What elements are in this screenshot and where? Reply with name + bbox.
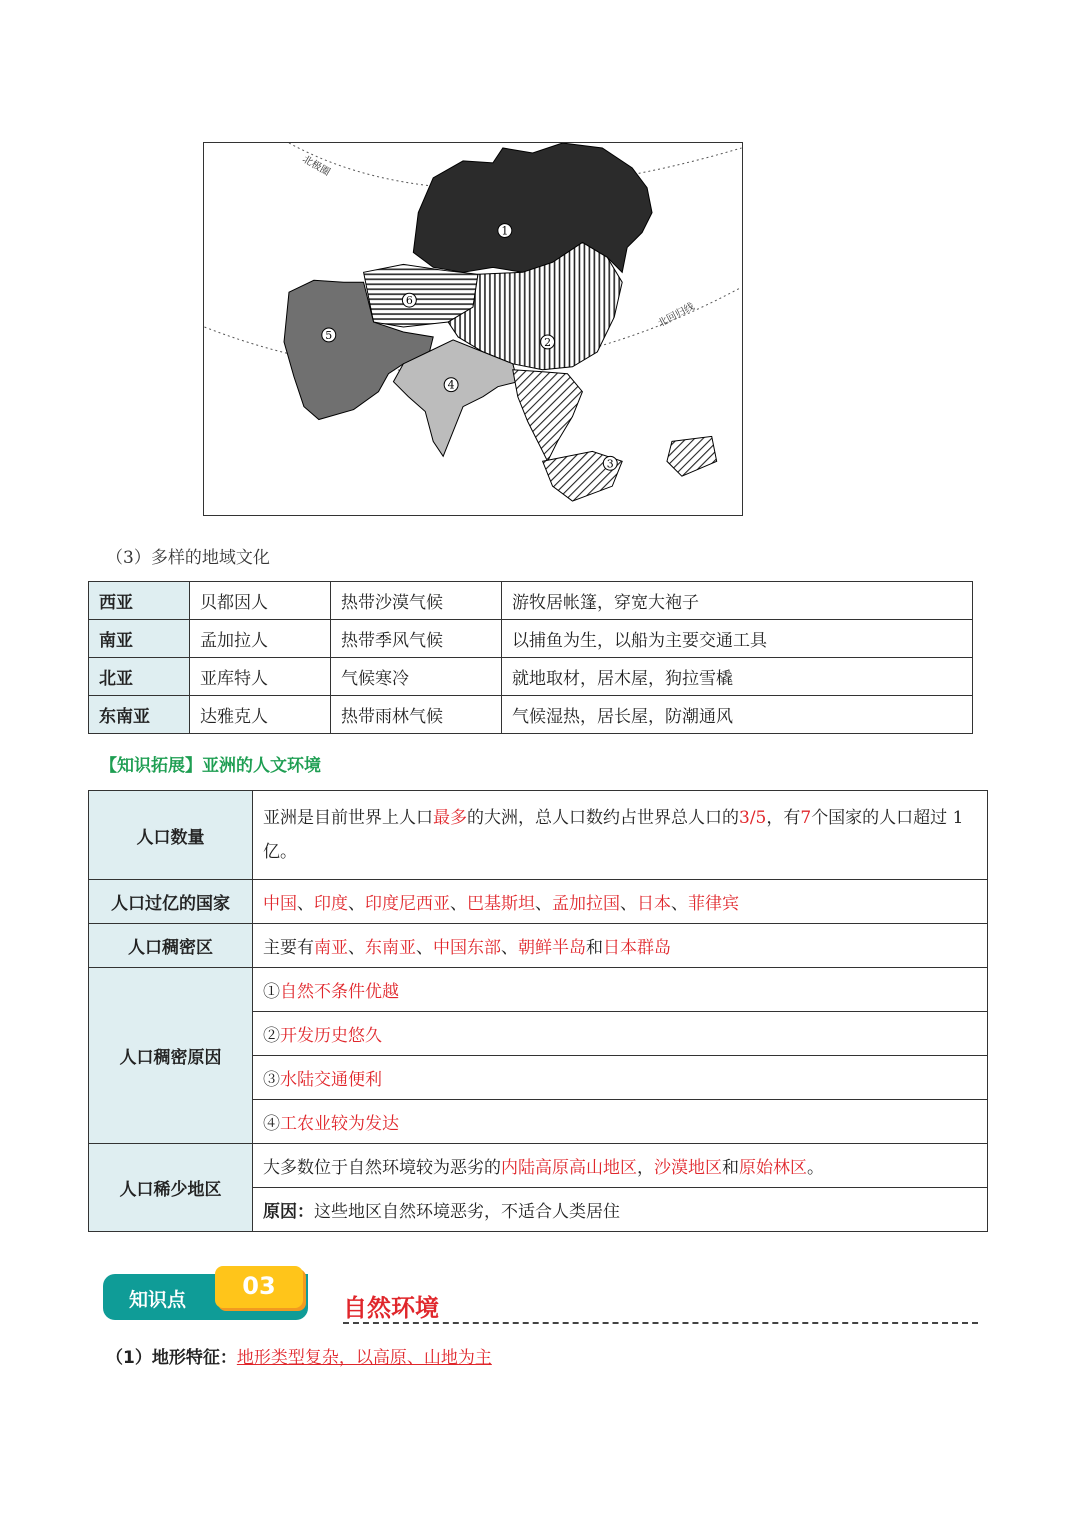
population-cell <box>253 791 988 880</box>
reason-number: ④ <box>263 1114 280 1134</box>
region-north-asia <box>413 143 652 272</box>
highlight-span: 中国东部 <box>433 938 501 958</box>
country: 菲律宾 <box>688 894 739 914</box>
reason-item <box>253 968 988 1012</box>
region-cell: 东南亚 <box>89 696 190 734</box>
separator: 、 <box>297 894 314 914</box>
sparse-label: 人口稀少地区 <box>89 1144 253 1232</box>
highlight-span: 朝鲜半岛 <box>518 938 586 958</box>
highlight-span: 内陆高原高山地区 <box>501 1158 637 1178</box>
separator: 、 <box>416 938 433 958</box>
separator: 、 <box>535 894 552 914</box>
marker-5: 5 <box>325 328 333 342</box>
knowledge-point-badge <box>103 1266 313 1324</box>
country: 印度尼西亚 <box>365 894 450 914</box>
knowledge-point-number: 03 <box>242 1272 276 1300</box>
over100m-cell <box>253 880 988 924</box>
climate-cell: 热带雨林气候 <box>331 696 502 734</box>
asia-region-map <box>203 142 743 516</box>
life-cell: 气候湿热，居长屋，防潮通风 <box>502 696 973 734</box>
highlight-span: 东南亚 <box>365 938 416 958</box>
reasons-label: 人口稠密原因 <box>89 968 253 1144</box>
sparse-reason-cell <box>253 1188 988 1232</box>
people-cell: 贝都因人 <box>190 582 331 620</box>
knowledge-point-number-box <box>215 1266 303 1308</box>
highlight-span: 7 <box>800 808 812 828</box>
sparse-cell <box>253 1144 988 1188</box>
climate-cell: 热带季风气候 <box>331 620 502 658</box>
text-span: 的大洲，总人口数约占世界总人口的 <box>467 808 739 828</box>
text-span: 大多数位于自然环境较为恶劣的 <box>263 1158 501 1178</box>
text-span: 和 <box>722 1158 739 1178</box>
separator: 、 <box>450 894 467 914</box>
text-span: 主要有 <box>263 938 314 958</box>
marker-2: 2 <box>544 335 552 349</box>
life-cell: 就地取材，居木屋，狗拉雪橇 <box>502 658 973 696</box>
marker-1: 1 <box>501 224 509 238</box>
life-cell: 以捕鱼为生，以船为主要交通工具 <box>502 620 973 658</box>
table-row <box>89 791 988 880</box>
dense-cell <box>253 924 988 968</box>
region-southeast-asia <box>513 370 583 462</box>
text-span: 和 <box>586 938 603 958</box>
text-span: 。 <box>807 1158 824 1178</box>
regional-culture-table <box>88 581 973 734</box>
terrain-label: （1）地形特征： <box>106 1348 237 1368</box>
climate-cell: 热带沙漠气候 <box>331 582 502 620</box>
reason-label: 原因： <box>263 1202 314 1222</box>
reason-text: 水陆交通便利 <box>280 1070 382 1090</box>
separator: 、 <box>348 894 365 914</box>
dense-label: 人口稠密区 <box>89 924 253 968</box>
table-row <box>89 924 988 968</box>
reason-text: 这些地区自然环境恶劣，不适合人类居住 <box>314 1202 620 1222</box>
reason-text: 开发历史悠久 <box>280 1026 382 1046</box>
table-row <box>89 582 973 620</box>
terrain-line <box>106 1343 492 1368</box>
country: 巴基斯坦 <box>467 894 535 914</box>
climate-cell: 气候寒冷 <box>331 658 502 696</box>
table-row <box>89 658 973 696</box>
country: 孟加拉国 <box>552 894 620 914</box>
extension-heading: 【知识拓展】亚洲的人文环境 <box>100 756 321 776</box>
region-cell: 南亚 <box>89 620 190 658</box>
table-row <box>89 620 973 658</box>
text-span: ，有 <box>766 808 801 828</box>
asia-map-svg <box>204 143 742 515</box>
highlight-span: 日本群岛 <box>603 938 671 958</box>
marker-3: 3 <box>606 457 614 471</box>
reason-item <box>253 1056 988 1100</box>
region-cell: 北亚 <box>89 658 190 696</box>
table-row <box>89 968 988 1012</box>
highlight-span: 最多 <box>433 808 467 828</box>
reason-text: 工农业较为发达 <box>280 1114 399 1134</box>
country: 日本 <box>637 894 671 914</box>
reason-number: ③ <box>263 1070 280 1090</box>
separator: ， <box>637 1158 654 1178</box>
over100m-label: 人口过亿的国家 <box>89 880 253 924</box>
country: 印度 <box>314 894 348 914</box>
people-cell: 亚库特人 <box>190 658 331 696</box>
region-southeast-asia-east-islands <box>667 436 717 476</box>
marker-6: 6 <box>405 294 413 308</box>
life-cell: 游牧居帐篷，穿宽大袍子 <box>502 582 973 620</box>
reason-number: ② <box>263 1026 280 1046</box>
region-cell: 西亚 <box>89 582 190 620</box>
country: 中国 <box>263 894 297 914</box>
marker-4: 4 <box>447 378 455 392</box>
text-span: 个国家的人口超过 1 亿。 <box>263 808 964 862</box>
table-row <box>89 880 988 924</box>
reason-number: ① <box>263 982 280 1002</box>
highlight-span: 3/5 <box>739 808 767 828</box>
highlight-span: 沙漠地区 <box>654 1158 722 1178</box>
tropic-label: 北回归线 <box>656 301 697 330</box>
text-span: 亚洲是目前世界上人口 <box>263 808 433 828</box>
dashed-divider <box>343 1322 978 1324</box>
separator: 、 <box>501 938 518 958</box>
reason-item <box>253 1012 988 1056</box>
separator: 、 <box>348 938 365 958</box>
arctic-circle-label: 北极圈 <box>300 153 332 179</box>
terrain-value: 地形类型复杂，以高原、山地为主 <box>236 1348 492 1368</box>
table-row <box>89 696 973 734</box>
separator: 、 <box>620 894 637 914</box>
people-cell: 达雅克人 <box>190 696 331 734</box>
highlight-span: 原始林区 <box>739 1158 807 1178</box>
section-caption: （3）多样的地域文化 <box>106 548 270 568</box>
table-row <box>89 1144 988 1188</box>
separator: 、 <box>671 894 688 914</box>
human-environment-table <box>88 790 988 1232</box>
population-label: 人口数量 <box>89 791 253 880</box>
knowledge-point-title: 自然环境 <box>343 1294 439 1322</box>
reason-item <box>253 1100 988 1144</box>
highlight-span: 南亚 <box>314 938 348 958</box>
people-cell: 孟加拉人 <box>190 620 331 658</box>
knowledge-point-tag: 知识点 <box>129 1289 187 1311</box>
reason-text: 自然不条件优越 <box>280 982 399 1002</box>
